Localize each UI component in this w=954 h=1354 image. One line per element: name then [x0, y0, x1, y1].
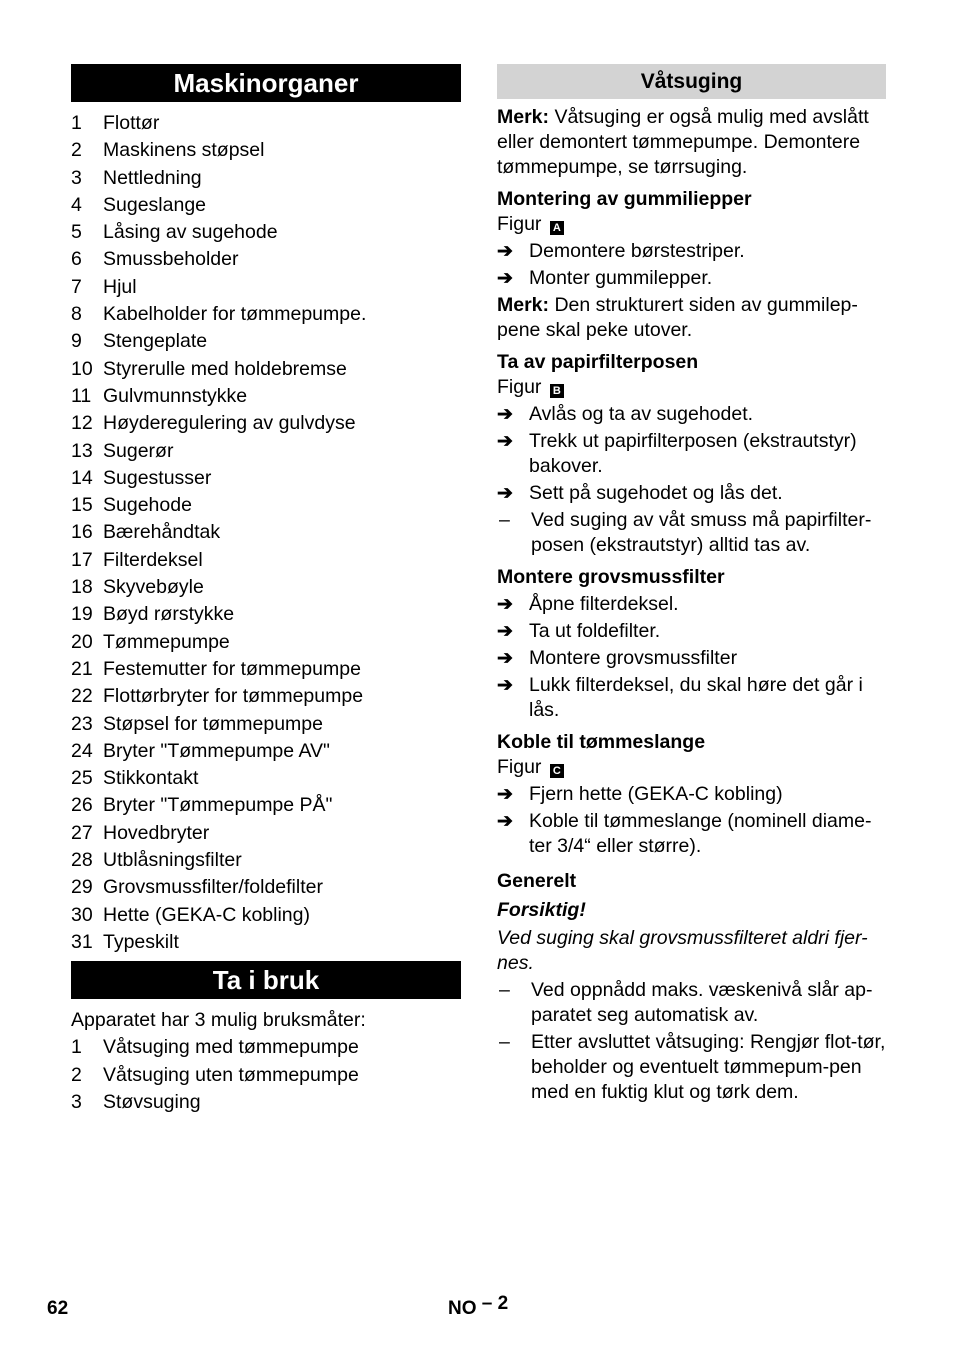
item-number: 31: [71, 930, 93, 953]
page-number: 62: [47, 1298, 69, 1319]
item-number: 6: [71, 248, 82, 271]
item-label: Skyvebøyle: [103, 576, 204, 599]
item-label: Filterdeksel: [103, 548, 203, 571]
subheading-tommeslange: Koble til tømmeslange: [497, 731, 706, 753]
step-item: [497, 646, 886, 671]
subheading-generelt: Generelt: [497, 870, 577, 892]
arrow-right-icon: ➔: [497, 483, 513, 504]
note-label: Merk:: [497, 294, 550, 316]
list-item: [71, 711, 461, 738]
list-item: [71, 356, 461, 383]
arrow-right-icon: ➔: [497, 404, 513, 425]
item-label: Våtsuging med tømmepumpe: [103, 1036, 359, 1059]
step-item: [497, 239, 886, 264]
item-label: Sugehode: [103, 494, 192, 517]
step-item: [497, 673, 886, 723]
list-item: [71, 192, 461, 219]
figure-ref-b: [497, 375, 886, 400]
item-label: Hjul: [103, 275, 137, 298]
arrow-right-icon: ➔: [497, 431, 513, 452]
item-number: 15: [71, 494, 93, 517]
arrow-right-icon: ➔: [497, 594, 513, 615]
item-label: Bryter "Tømmepumpe AV": [103, 739, 330, 762]
item-number: 2: [71, 139, 82, 162]
step-item: [497, 809, 886, 859]
step-text: Demontere børstestriper.: [529, 240, 745, 262]
item-label: Flottørbryter for tømmepumpe: [103, 685, 364, 708]
figure-word: Figur: [497, 213, 542, 235]
item-number: 29: [71, 876, 93, 899]
subheading-grovsmussfilter: Montere grovsmussfilter: [497, 566, 725, 588]
modes-list: [71, 1034, 461, 1116]
item-number: 16: [71, 521, 93, 544]
dash-item: [497, 508, 886, 558]
item-number: 22: [71, 685, 93, 708]
arrow-right-icon: ➔: [497, 268, 513, 289]
subheading-papirfilterposen: Ta av papirfilterposen: [497, 351, 699, 373]
item-label: Festemutter for tømmepumpe: [103, 657, 361, 680]
dash-icon: –: [499, 509, 510, 531]
step-text: Sett på sugehodet og lås det.: [529, 482, 783, 504]
item-number: 28: [71, 849, 93, 872]
step-text: Avlås og ta av sugehodet.: [529, 403, 754, 425]
figure-letter-icon: C: [550, 764, 564, 778]
left-column: [71, 64, 461, 1116]
item-number: 20: [71, 630, 93, 653]
list-item: [71, 519, 461, 546]
note-text: Den strukturert siden av gummilep-pene skal peke utover.: [497, 294, 858, 341]
list-item: [71, 874, 461, 901]
list-item: [71, 328, 461, 355]
list-item: [71, 656, 461, 683]
modes-intro: Apparatet har 3 mulig bruksmåter:: [71, 1009, 366, 1032]
list-item: [71, 820, 461, 847]
figure-ref-c: [497, 755, 886, 780]
step-text: Trekk ut papirfilterposen (ekstrautstyr) bakover.: [529, 430, 857, 477]
step-text: Fjern hette (GEKA-C kobling): [529, 783, 783, 805]
note-1: [497, 105, 886, 180]
dash-text: Etter avsluttet våtsuging: Rengjør flot-tør, beholder og eventuelt tømmepum-pen med en fuktig klut og tørk dem.: [531, 1031, 886, 1103]
item-number: 18: [71, 576, 93, 599]
item-label: Stengeplate: [103, 330, 208, 353]
item-number: 3: [71, 1090, 82, 1113]
item-label: Våtsuging uten tømmepumpe: [103, 1063, 359, 1086]
list-item: [71, 902, 461, 929]
item-label: Styrerulle med holdebremse: [103, 357, 347, 380]
item-number: 7: [71, 275, 82, 298]
item-label: Flottør: [103, 112, 160, 134]
item-label: Grovsmussfilter/foldefilter: [103, 876, 323, 899]
item-label: Sugerør: [103, 439, 174, 462]
note-text: Våtsuging er også mulig med avslått eller demontert tømmepumpe. Demontere tømmepumpe, se tørrsuging.: [497, 106, 869, 178]
item-label: Høyderegulering av gulvdyse: [103, 412, 356, 435]
figure-letter-icon: B: [550, 384, 564, 398]
item-number: 17: [71, 548, 93, 571]
dash-text: Ved suging av våt smuss må papirfilter-posen (ekstrautstyr) alltid tas av.: [531, 509, 872, 556]
item-number: 26: [71, 794, 93, 817]
item-number: 30: [71, 903, 93, 926]
list-item: [71, 492, 461, 519]
footer-sep: –: [481, 1293, 493, 1314]
list-item: [71, 137, 461, 164]
step-item: [497, 619, 886, 644]
list-item: [71, 683, 461, 710]
item-number: 24: [71, 739, 93, 762]
figure-ref-a: [497, 212, 886, 237]
item-number: 1: [71, 1036, 82, 1059]
list-item: [71, 274, 461, 301]
dash-icon: –: [499, 1031, 510, 1053]
note-label: Merk:: [497, 106, 550, 128]
list-item: [71, 301, 461, 328]
figure-word: Figur: [497, 376, 542, 398]
subheading-gummiliepper: Montering av gummiliepper: [497, 188, 752, 210]
item-number: 27: [71, 821, 93, 844]
parts-list: [71, 110, 461, 956]
footer-num: 2: [497, 1293, 509, 1314]
item-label: Kabelholder for tømmepumpe.: [103, 303, 367, 326]
list-item: [71, 765, 461, 792]
arrow-right-icon: ➔: [497, 621, 513, 642]
item-number: 14: [71, 466, 93, 489]
step-item: [497, 592, 886, 617]
item-label: Typeskilt: [103, 930, 179, 953]
list-item: [71, 383, 461, 410]
step-text: Ta ut foldefilter.: [529, 620, 661, 642]
figure-word: Figur: [497, 756, 542, 778]
step-text: Koble til tømmeslange (nominell diame-ter 3/4“ eller større).: [529, 810, 872, 857]
step-text: Montere grovsmussfilter: [529, 647, 738, 669]
item-label: Støpsel for tømmepumpe: [103, 712, 323, 735]
footer-language-code: [448, 1293, 509, 1320]
step-item: [497, 429, 886, 479]
step-text: Åpne filterdeksel.: [529, 593, 679, 615]
list-item: [71, 547, 461, 574]
item-number: 9: [71, 330, 82, 353]
item-number: 21: [71, 657, 93, 680]
item-label: Sugeslange: [103, 193, 207, 216]
item-label: Hovedbryter: [103, 821, 210, 844]
item-label: Låsing av sugehode: [103, 221, 278, 244]
item-label: Gulvmunnstykke: [103, 384, 248, 407]
item-label: Sugestusser: [103, 466, 212, 489]
arrow-right-icon: ➔: [497, 241, 513, 262]
right-column: [497, 64, 886, 1105]
step-text: Monter gummilepper.: [529, 267, 713, 289]
item-label: Bryter "Tømmepumpe PÅ": [103, 794, 333, 817]
item-label: Bærehåndtak: [103, 521, 221, 544]
item-label: Maskinens støpsel: [103, 139, 265, 162]
step-item: [497, 782, 886, 807]
footer-lang: NO: [448, 1298, 477, 1319]
dash-icon: –: [499, 979, 510, 1001]
list-item: [71, 738, 461, 765]
section-heading-vatsuging: Våtsuging: [497, 64, 886, 99]
item-label: Bøyd rørstykke: [103, 603, 235, 626]
step-item: [497, 266, 886, 291]
item-number: 2: [71, 1063, 82, 1086]
item-number: 19: [71, 603, 93, 626]
item-number: 13: [71, 439, 93, 462]
list-item: [71, 601, 461, 628]
list-item: [71, 629, 461, 656]
item-number: 10: [71, 357, 93, 380]
step-item: [497, 402, 886, 427]
caution-text: Ved suging skal grovsmussfilteret aldri fjer-nes.: [497, 927, 868, 974]
caution-label: Forsiktig!: [497, 899, 586, 921]
item-label: Utblåsningsfilter: [103, 849, 242, 872]
item-number: 1: [71, 112, 82, 134]
dash-item: [497, 1030, 886, 1105]
list-item: [71, 165, 461, 192]
list-item: [71, 410, 461, 437]
list-item: [71, 792, 461, 819]
arrow-right-icon: ➔: [497, 648, 513, 669]
item-number: 8: [71, 303, 82, 326]
item-number: 4: [71, 193, 82, 216]
item-label: Tømmepumpe: [103, 630, 230, 653]
list-item: [71, 438, 461, 465]
item-label: Stikkontakt: [103, 767, 199, 790]
item-number: 5: [71, 221, 82, 244]
list-item: [71, 219, 461, 246]
item-label: Støvsuging: [103, 1090, 201, 1113]
dash-item: [497, 978, 886, 1028]
arrow-right-icon: ➔: [497, 675, 513, 696]
list-item: [71, 1089, 461, 1116]
step-text: Lukk filterdeksel, du skal høre det går i lås.: [529, 674, 863, 721]
arrow-right-icon: ➔: [497, 811, 513, 832]
item-label: Hette (GEKA-C kobling): [103, 903, 310, 926]
item-number: 25: [71, 767, 93, 790]
figure-letter-icon: A: [550, 221, 564, 235]
dash-text: Ved oppnådd maks. væskenivå slår ap-paratet seg automatisk av.: [531, 979, 873, 1026]
item-number: 23: [71, 712, 93, 735]
list-item: [71, 1034, 461, 1061]
item-number: 12: [71, 412, 93, 435]
item-label: Nettledning: [103, 166, 202, 189]
list-item: [71, 574, 461, 601]
list-item: [71, 929, 461, 956]
note-2: [497, 293, 886, 343]
item-label: Smussbeholder: [103, 248, 239, 271]
list-item: [71, 246, 461, 273]
list-item: [71, 847, 461, 874]
section-heading-ta-i-bruk: Ta i bruk: [71, 961, 461, 999]
list-item: [71, 1062, 461, 1089]
arrow-right-icon: ➔: [497, 784, 513, 805]
list-item: [71, 465, 461, 492]
item-number: 3: [71, 166, 82, 189]
item-number: 11: [71, 384, 92, 407]
list-item: [71, 110, 461, 137]
section-heading-maskinorganer: Maskinorganer: [71, 64, 461, 102]
step-item: [497, 481, 886, 506]
